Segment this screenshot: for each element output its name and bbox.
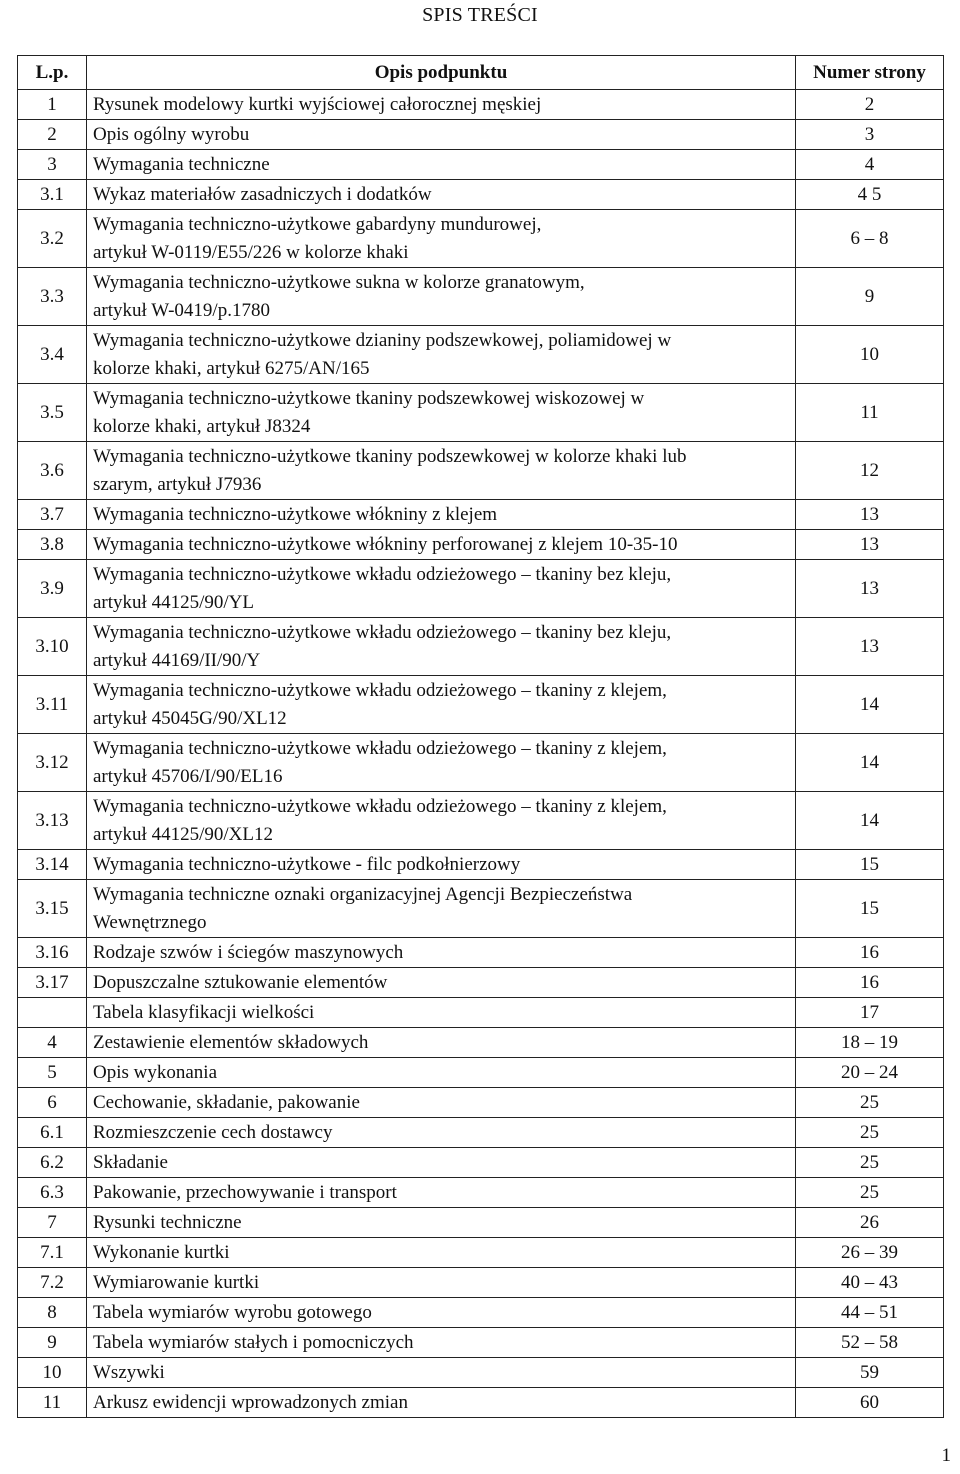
table-row xyxy=(18,268,944,326)
row-description xyxy=(87,792,796,850)
row-description xyxy=(87,210,796,268)
table-row xyxy=(18,938,944,968)
row-description: Cechowanie, składanie, pakowanie xyxy=(87,1088,796,1118)
row-page-number: 26 – 39 xyxy=(796,1238,944,1268)
row-lp: 3.7 xyxy=(18,500,87,530)
row-description: Wymagania techniczno-użytkowe - filc podkołnierzowy xyxy=(87,850,796,880)
row-description-line-1: Wymagania techniczne oznaki organizacyjnej Agencji Bezpieczeństwa xyxy=(93,883,633,905)
row-page-number: 20 – 24 xyxy=(796,1058,944,1088)
table-row xyxy=(18,880,944,938)
row-lp: 3.5 xyxy=(18,384,87,442)
row-lp: 6.3 xyxy=(18,1178,87,1208)
row-page-number: 6 – 8 xyxy=(796,210,944,268)
table-row xyxy=(18,1178,944,1208)
row-description: Zestawienie elementów składowych xyxy=(87,1028,796,1058)
table-row xyxy=(18,1238,944,1268)
row-lp: 3.14 xyxy=(18,850,87,880)
row-description: Tabela klasyfikacji wielkości xyxy=(87,998,796,1028)
table-row xyxy=(18,734,944,792)
row-description-line-2: artykuł 45045G/90/XL12 xyxy=(93,707,287,729)
row-description: Rodzaje szwów i ściegów maszynowych xyxy=(87,938,796,968)
row-page-number: 17 xyxy=(796,998,944,1028)
row-description-line-1: Wymagania techniczno-użytkowe wkładu odzieżowego – tkaniny z klejem, xyxy=(93,795,667,817)
row-description xyxy=(87,326,796,384)
table-row xyxy=(18,560,944,618)
row-lp: 7.1 xyxy=(18,1238,87,1268)
row-page-number: 4 xyxy=(796,150,944,180)
table-row xyxy=(18,676,944,734)
row-description xyxy=(87,618,796,676)
row-description-line-2: kolorze khaki, artykuł J8324 xyxy=(93,415,311,437)
row-description-line-1: Wymagania techniczno-użytkowe tkaniny podszewkowej w kolorze khaki lub xyxy=(93,445,687,467)
row-lp: 3.12 xyxy=(18,734,87,792)
row-page-number: 52 – 58 xyxy=(796,1328,944,1358)
row-page-number: 13 xyxy=(796,560,944,618)
row-description: Wymagania techniczno-użytkowe włókniny z klejem xyxy=(87,500,796,530)
table-row xyxy=(18,1148,944,1178)
row-description: Rozmieszczenie cech dostawcy xyxy=(87,1118,796,1148)
row-page-number: 13 xyxy=(796,500,944,530)
table-row xyxy=(18,90,944,120)
table-row xyxy=(18,1028,944,1058)
table-row xyxy=(18,1058,944,1088)
row-description: Pakowanie, przechowywanie i transport xyxy=(87,1178,796,1208)
table-row xyxy=(18,998,944,1028)
row-page-number: 25 xyxy=(796,1118,944,1148)
row-description-line-1: Wymagania techniczno-użytkowe gabardyny mundurowej, xyxy=(93,213,542,235)
row-description: Tabela wymiarów wyrobu gotowego xyxy=(87,1298,796,1328)
row-description-line-1: Wymagania techniczno-użytkowe wkładu odzieżowego – tkaniny bez kleju, xyxy=(93,621,672,643)
table-row xyxy=(18,530,944,560)
row-description: Wszywki xyxy=(87,1358,796,1388)
row-page-number: 25 xyxy=(796,1148,944,1178)
row-page-number: 13 xyxy=(796,618,944,676)
row-lp xyxy=(18,998,87,1028)
table-row xyxy=(18,850,944,880)
table-row xyxy=(18,120,944,150)
row-lp: 6.2 xyxy=(18,1148,87,1178)
table-row xyxy=(18,180,944,210)
row-description-line-2: kolorze khaki, artykuł 6275/AN/165 xyxy=(93,357,370,379)
row-lp: 3.11 xyxy=(18,676,87,734)
table-row xyxy=(18,210,944,268)
row-description: Opis wykonania xyxy=(87,1058,796,1088)
row-description-line-2: artykuł 45706/I/90/EL16 xyxy=(93,765,283,787)
table-row xyxy=(18,1328,944,1358)
row-description: Wykaz materiałów zasadniczych i dodatków xyxy=(87,180,796,210)
row-lp: 8 xyxy=(18,1298,87,1328)
table-row xyxy=(18,150,944,180)
row-description xyxy=(87,676,796,734)
row-description xyxy=(87,734,796,792)
row-page-number: 15 xyxy=(796,880,944,938)
row-description-line-2: artykuł 44169/II/90/Y xyxy=(93,649,261,671)
row-lp: 4 xyxy=(18,1028,87,1058)
row-description: Rysunki techniczne xyxy=(87,1208,796,1238)
row-description-line-1: Wymagania techniczno-użytkowe wkładu odzieżowego – tkaniny bez kleju, xyxy=(93,563,672,585)
row-lp: 3.2 xyxy=(18,210,87,268)
row-lp: 3.4 xyxy=(18,326,87,384)
table-row xyxy=(18,1208,944,1238)
row-page-number: 10 xyxy=(796,326,944,384)
row-page-number: 44 – 51 xyxy=(796,1298,944,1328)
row-page-number: 4 5 xyxy=(796,180,944,210)
row-lp: 3.16 xyxy=(18,938,87,968)
row-page-number: 14 xyxy=(796,792,944,850)
row-page-number: 16 xyxy=(796,938,944,968)
row-lp: 10 xyxy=(18,1358,87,1388)
table-row xyxy=(18,1388,944,1418)
row-page-number: 26 xyxy=(796,1208,944,1238)
row-description-line-2: artykuł 44125/90/YL xyxy=(93,591,254,613)
row-page-number: 25 xyxy=(796,1178,944,1208)
row-lp: 7.2 xyxy=(18,1268,87,1298)
row-description: Opis ogólny wyrobu xyxy=(87,120,796,150)
row-lp: 3.15 xyxy=(18,880,87,938)
header-description: Opis podpunktu xyxy=(87,56,796,90)
row-lp: 2 xyxy=(18,120,87,150)
page-title: SPIS TREŚCI xyxy=(422,4,538,26)
row-lp: 5 xyxy=(18,1058,87,1088)
row-lp: 3.10 xyxy=(18,618,87,676)
row-description-line-1: Wymagania techniczno-użytkowe wkładu odzieżowego – tkaniny z klejem, xyxy=(93,737,667,759)
row-page-number: 3 xyxy=(796,120,944,150)
row-description: Tabela wymiarów stałych i pomocniczych xyxy=(87,1328,796,1358)
row-lp: 3.8 xyxy=(18,530,87,560)
row-page-number: 25 xyxy=(796,1088,944,1118)
row-description-line-1: Wymagania techniczno-użytkowe sukna w kolorze granatowym, xyxy=(93,271,585,293)
row-description: Wymiarowanie kurtki xyxy=(87,1268,796,1298)
table-row xyxy=(18,326,944,384)
table-row xyxy=(18,1358,944,1388)
page-number: 1 xyxy=(941,1445,951,1466)
row-description: Dopuszczalne sztukowanie elementów xyxy=(87,968,796,998)
row-description-line-1: Wymagania techniczno-użytkowe tkaniny podszewkowej wiskozowej w xyxy=(93,387,645,409)
header-page-number: Numer strony xyxy=(796,56,944,90)
row-lp: 3.17 xyxy=(18,968,87,998)
row-page-number: 11 xyxy=(796,384,944,442)
row-page-number: 14 xyxy=(796,734,944,792)
row-page-number: 14 xyxy=(796,676,944,734)
row-lp: 3.13 xyxy=(18,792,87,850)
table-row xyxy=(18,968,944,998)
table-of-contents xyxy=(17,55,944,1418)
row-description: Składanie xyxy=(87,1148,796,1178)
row-page-number: 2 xyxy=(796,90,944,120)
row-page-number: 40 – 43 xyxy=(796,1268,944,1298)
row-lp: 3.1 xyxy=(18,180,87,210)
row-description-line-2: artykuł 44125/90/XL12 xyxy=(93,823,273,845)
table-row xyxy=(18,1118,944,1148)
row-description xyxy=(87,268,796,326)
row-page-number: 12 xyxy=(796,442,944,500)
row-description-line-1: Wymagania techniczno-użytkowe dzianiny podszewkowej, poliamidowej w xyxy=(93,329,672,351)
table-row xyxy=(18,792,944,850)
row-description: Wymagania techniczne xyxy=(87,150,796,180)
row-page-number: 16 xyxy=(796,968,944,998)
row-lp: 3.6 xyxy=(18,442,87,500)
row-description-line-1: Wymagania techniczno-użytkowe wkładu odzieżowego – tkaniny z klejem, xyxy=(93,679,667,701)
row-lp: 3.9 xyxy=(18,560,87,618)
header-lp: L.p. xyxy=(18,56,87,90)
table-row xyxy=(18,1298,944,1328)
row-page-number: 60 xyxy=(796,1388,944,1418)
row-page-number: 9 xyxy=(796,268,944,326)
row-page-number: 59 xyxy=(796,1358,944,1388)
row-description xyxy=(87,880,796,938)
row-lp: 6 xyxy=(18,1088,87,1118)
row-description-line-2: szarym, artykuł J7936 xyxy=(93,473,262,495)
table-row xyxy=(18,618,944,676)
row-lp: 9 xyxy=(18,1328,87,1358)
row-description: Wykonanie kurtki xyxy=(87,1238,796,1268)
row-lp: 1 xyxy=(18,90,87,120)
row-lp: 11 xyxy=(18,1388,87,1418)
row-lp: 6.1 xyxy=(18,1118,87,1148)
row-lp: 7 xyxy=(18,1208,87,1238)
row-description-line-2: artykuł W-0419/p.1780 xyxy=(93,299,270,321)
row-lp: 3 xyxy=(18,150,87,180)
table-row xyxy=(18,1088,944,1118)
row-description xyxy=(87,442,796,500)
row-description: Arkusz ewidencji wprowadzonych zmian xyxy=(87,1388,796,1418)
row-description-line-2: Wewnętrznego xyxy=(93,911,207,933)
row-description-line-2: artykuł W-0119/E55/226 w kolorze khaki xyxy=(93,241,409,263)
row-description: Wymagania techniczno-użytkowe włókniny perforowanej z klejem 10-35-10 xyxy=(87,530,796,560)
table-header-row xyxy=(18,56,944,90)
row-description: Rysunek modelowy kurtki wyjściowej całorocznej męskiej xyxy=(87,90,796,120)
table-row xyxy=(18,500,944,530)
table-row xyxy=(18,1268,944,1298)
row-description xyxy=(87,384,796,442)
row-page-number: 18 – 19 xyxy=(796,1028,944,1058)
row-page-number: 15 xyxy=(796,850,944,880)
table-row xyxy=(18,442,944,500)
table-body xyxy=(18,90,944,1418)
table-row xyxy=(18,384,944,442)
row-description xyxy=(87,560,796,618)
row-lp: 3.3 xyxy=(18,268,87,326)
row-page-number: 13 xyxy=(796,530,944,560)
